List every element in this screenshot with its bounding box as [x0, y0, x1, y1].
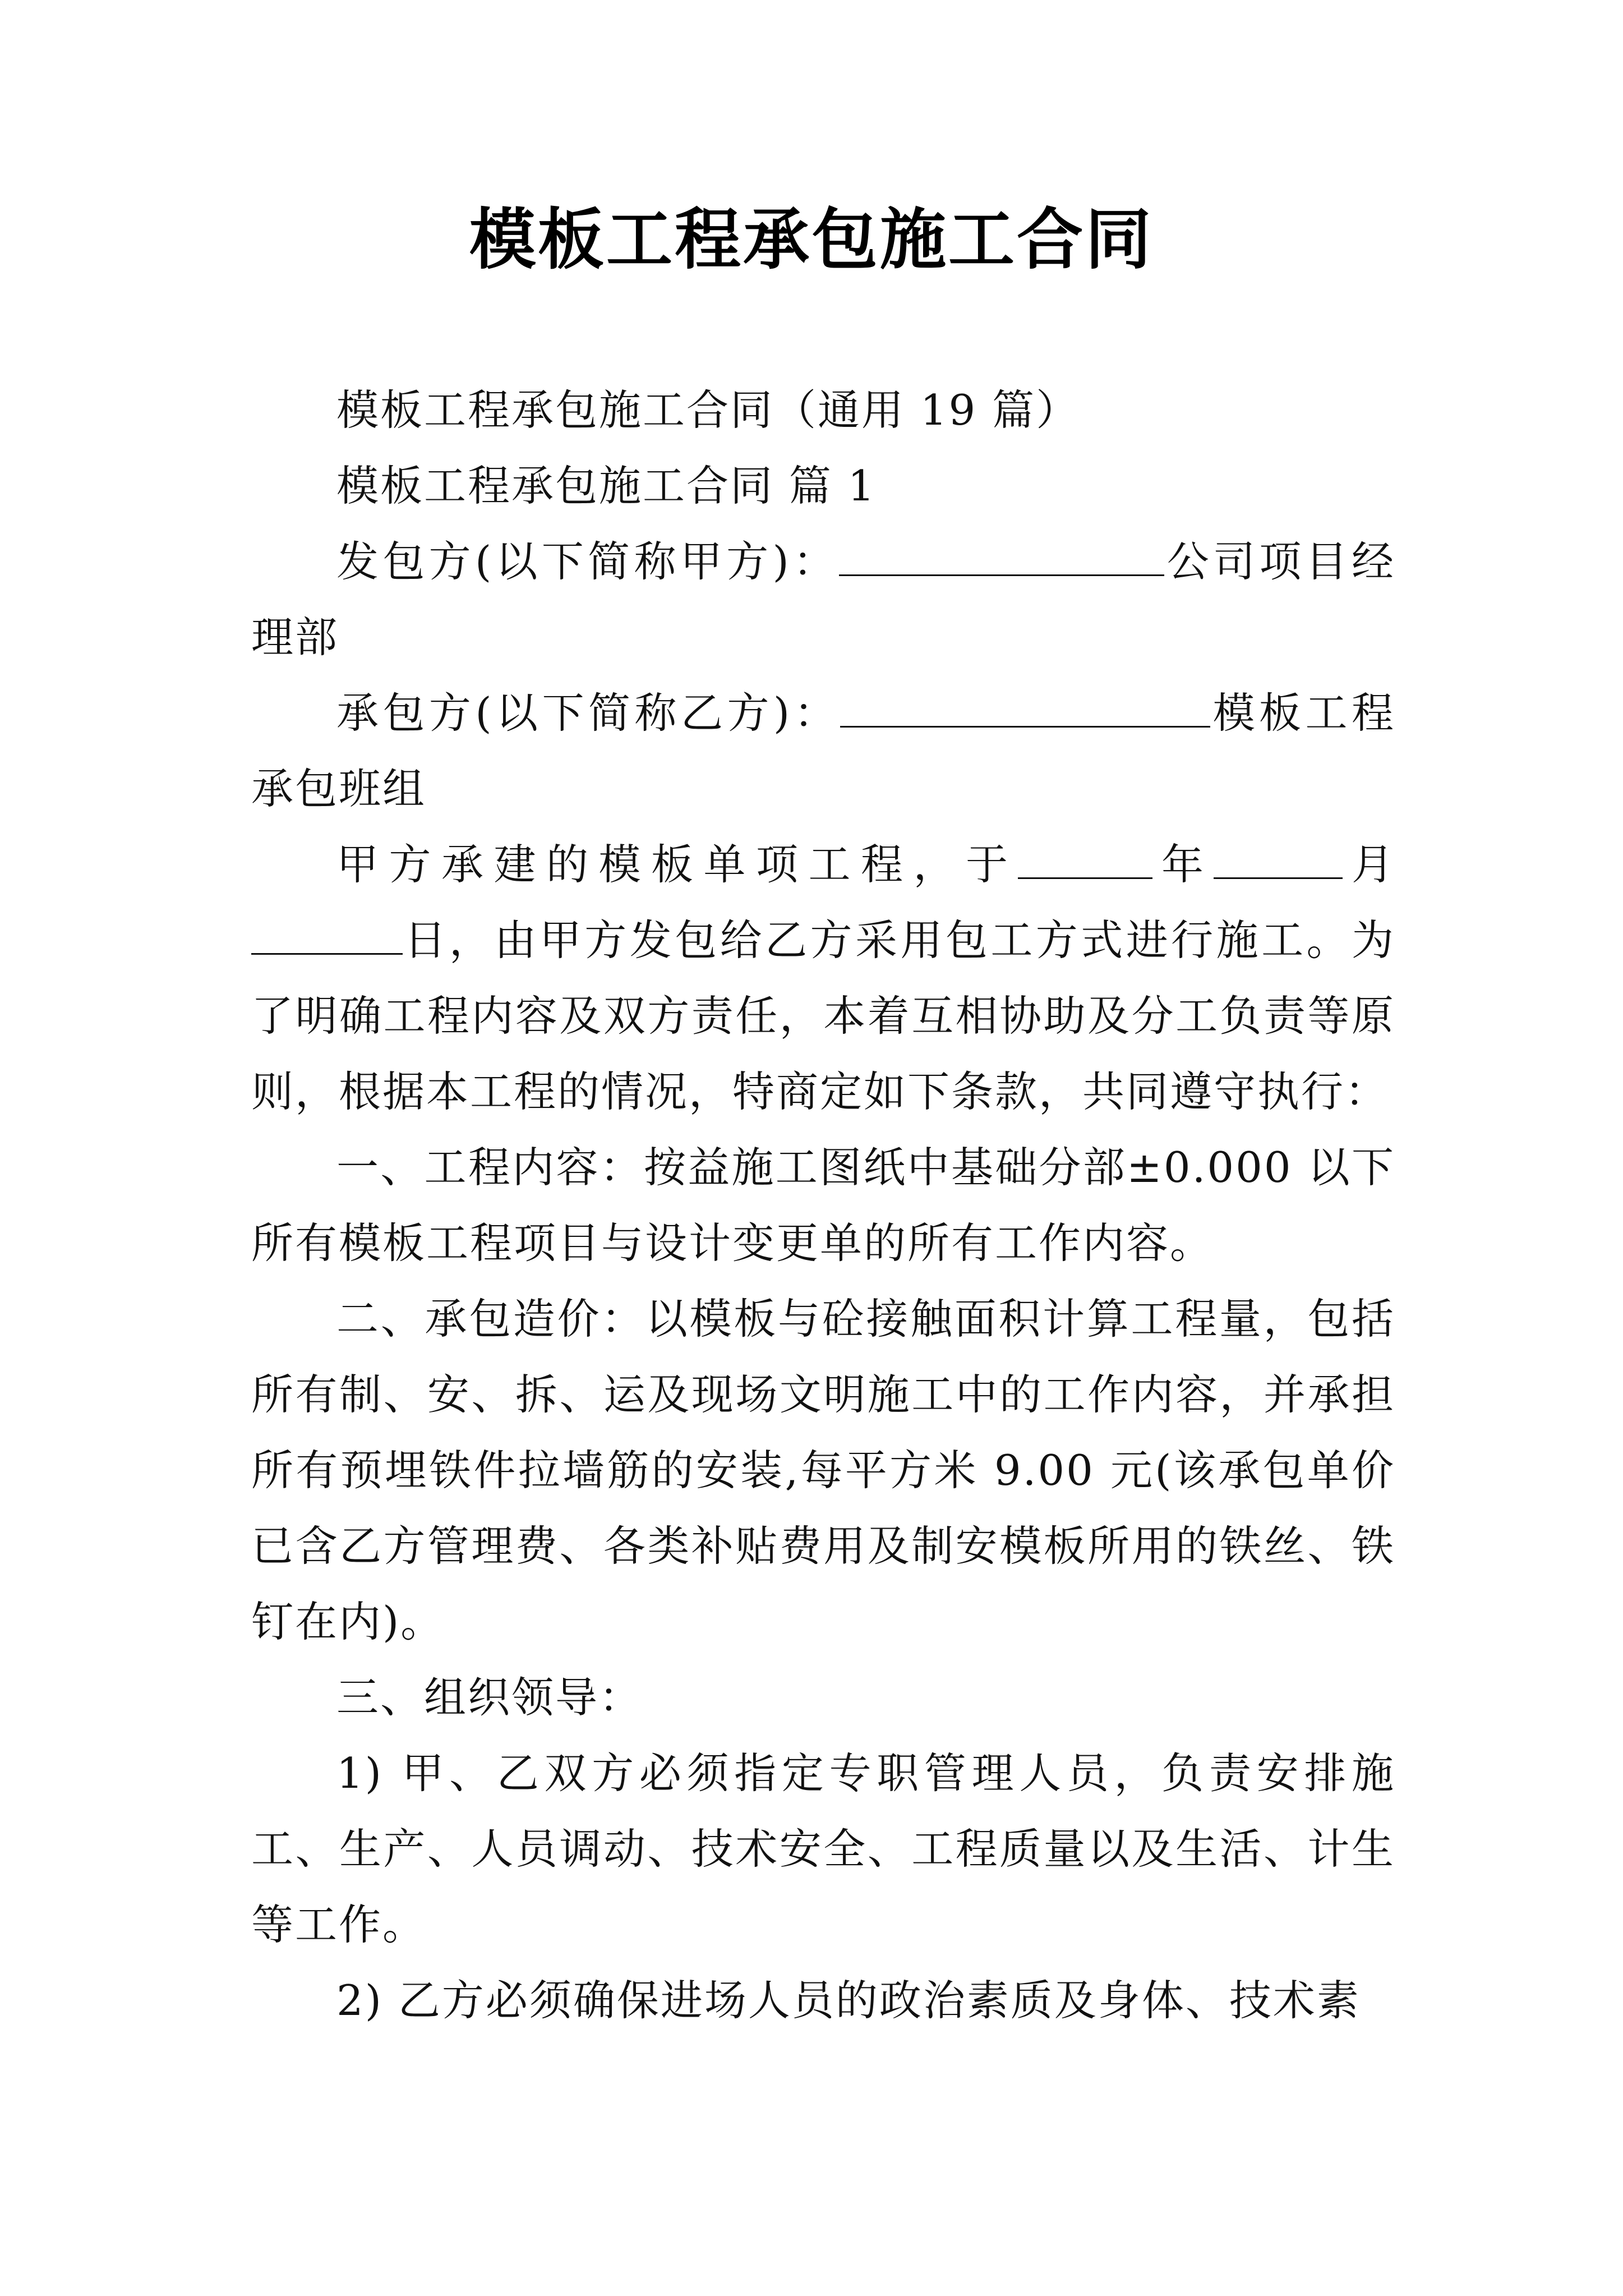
party-a-suffix: 公司项目经理部 — [251, 537, 1395, 662]
month-label: 月 — [1343, 840, 1395, 889]
clause-3-item-2: 2) 乙方必须确保进场人员的政治素质及身体、技术素 — [336, 1976, 1361, 2025]
document-body — [251, 372, 1395, 2039]
intro-text-start: 甲方承建的模板单项工程，于 — [336, 840, 1018, 889]
clause-3-heading: 三、组织领导： — [336, 1673, 643, 1722]
party-b-suffix: 模板工程承包班组 — [251, 688, 1395, 813]
clause-3-item-1: 1) 甲、乙双方必须指定专职管理人员，负责安排施工、生产、人员调动、技术安全、工程质量以及生活、计生等工作。 — [251, 1749, 1395, 1949]
day-blank — [251, 910, 403, 955]
party-b-blank — [840, 683, 1210, 728]
document-title: 模板工程承包施工合同 — [469, 200, 1154, 278]
chapter-heading: 模板工程承包施工合同 篇 1 — [336, 461, 877, 510]
subtitle-paragraph: 模板工程承包施工合同（通用 19 篇） — [336, 385, 1080, 435]
clause-1-paragraph: 一、工程内容：按益施工图纸中基础分部±0.000 以下所有模板工程项目与设计变更单的所有工作内容。 — [251, 1143, 1395, 1268]
month-blank — [1214, 835, 1343, 879]
year-blank — [1018, 835, 1152, 879]
intro-paragraph — [251, 827, 1395, 1130]
year-label: 年 — [1152, 840, 1214, 889]
party-b-paragraph — [251, 675, 1395, 827]
clause-2-paragraph: 二、承包造价：以模板与砼接触面积计算工程量，包括所有制、安、拆、运及现场文明施工中的工作内容，并承担所有预埋铁件拉墙筋的安装,每平方米 9.00 元(该承包单价已含乙方管理费、各类补贴费用及制安模板所用的铁丝、铁钉在内)。 — [251, 1294, 1395, 1646]
party-b-label: 承包方(以下简称乙方)： — [336, 688, 841, 738]
party-a-paragraph — [251, 524, 1395, 675]
party-a-label: 发包方(以下简称甲方)： — [336, 537, 840, 586]
party-a-blank — [839, 532, 1164, 576]
intro-text-rest: 日，由甲方发包给乙方采用包工方式进行施工。为了明确工程内容及双方责任，本着互相协助及分工负责等原则，根据本工程的情况，特商定如下条款，共同遵守执行： — [251, 915, 1395, 1116]
